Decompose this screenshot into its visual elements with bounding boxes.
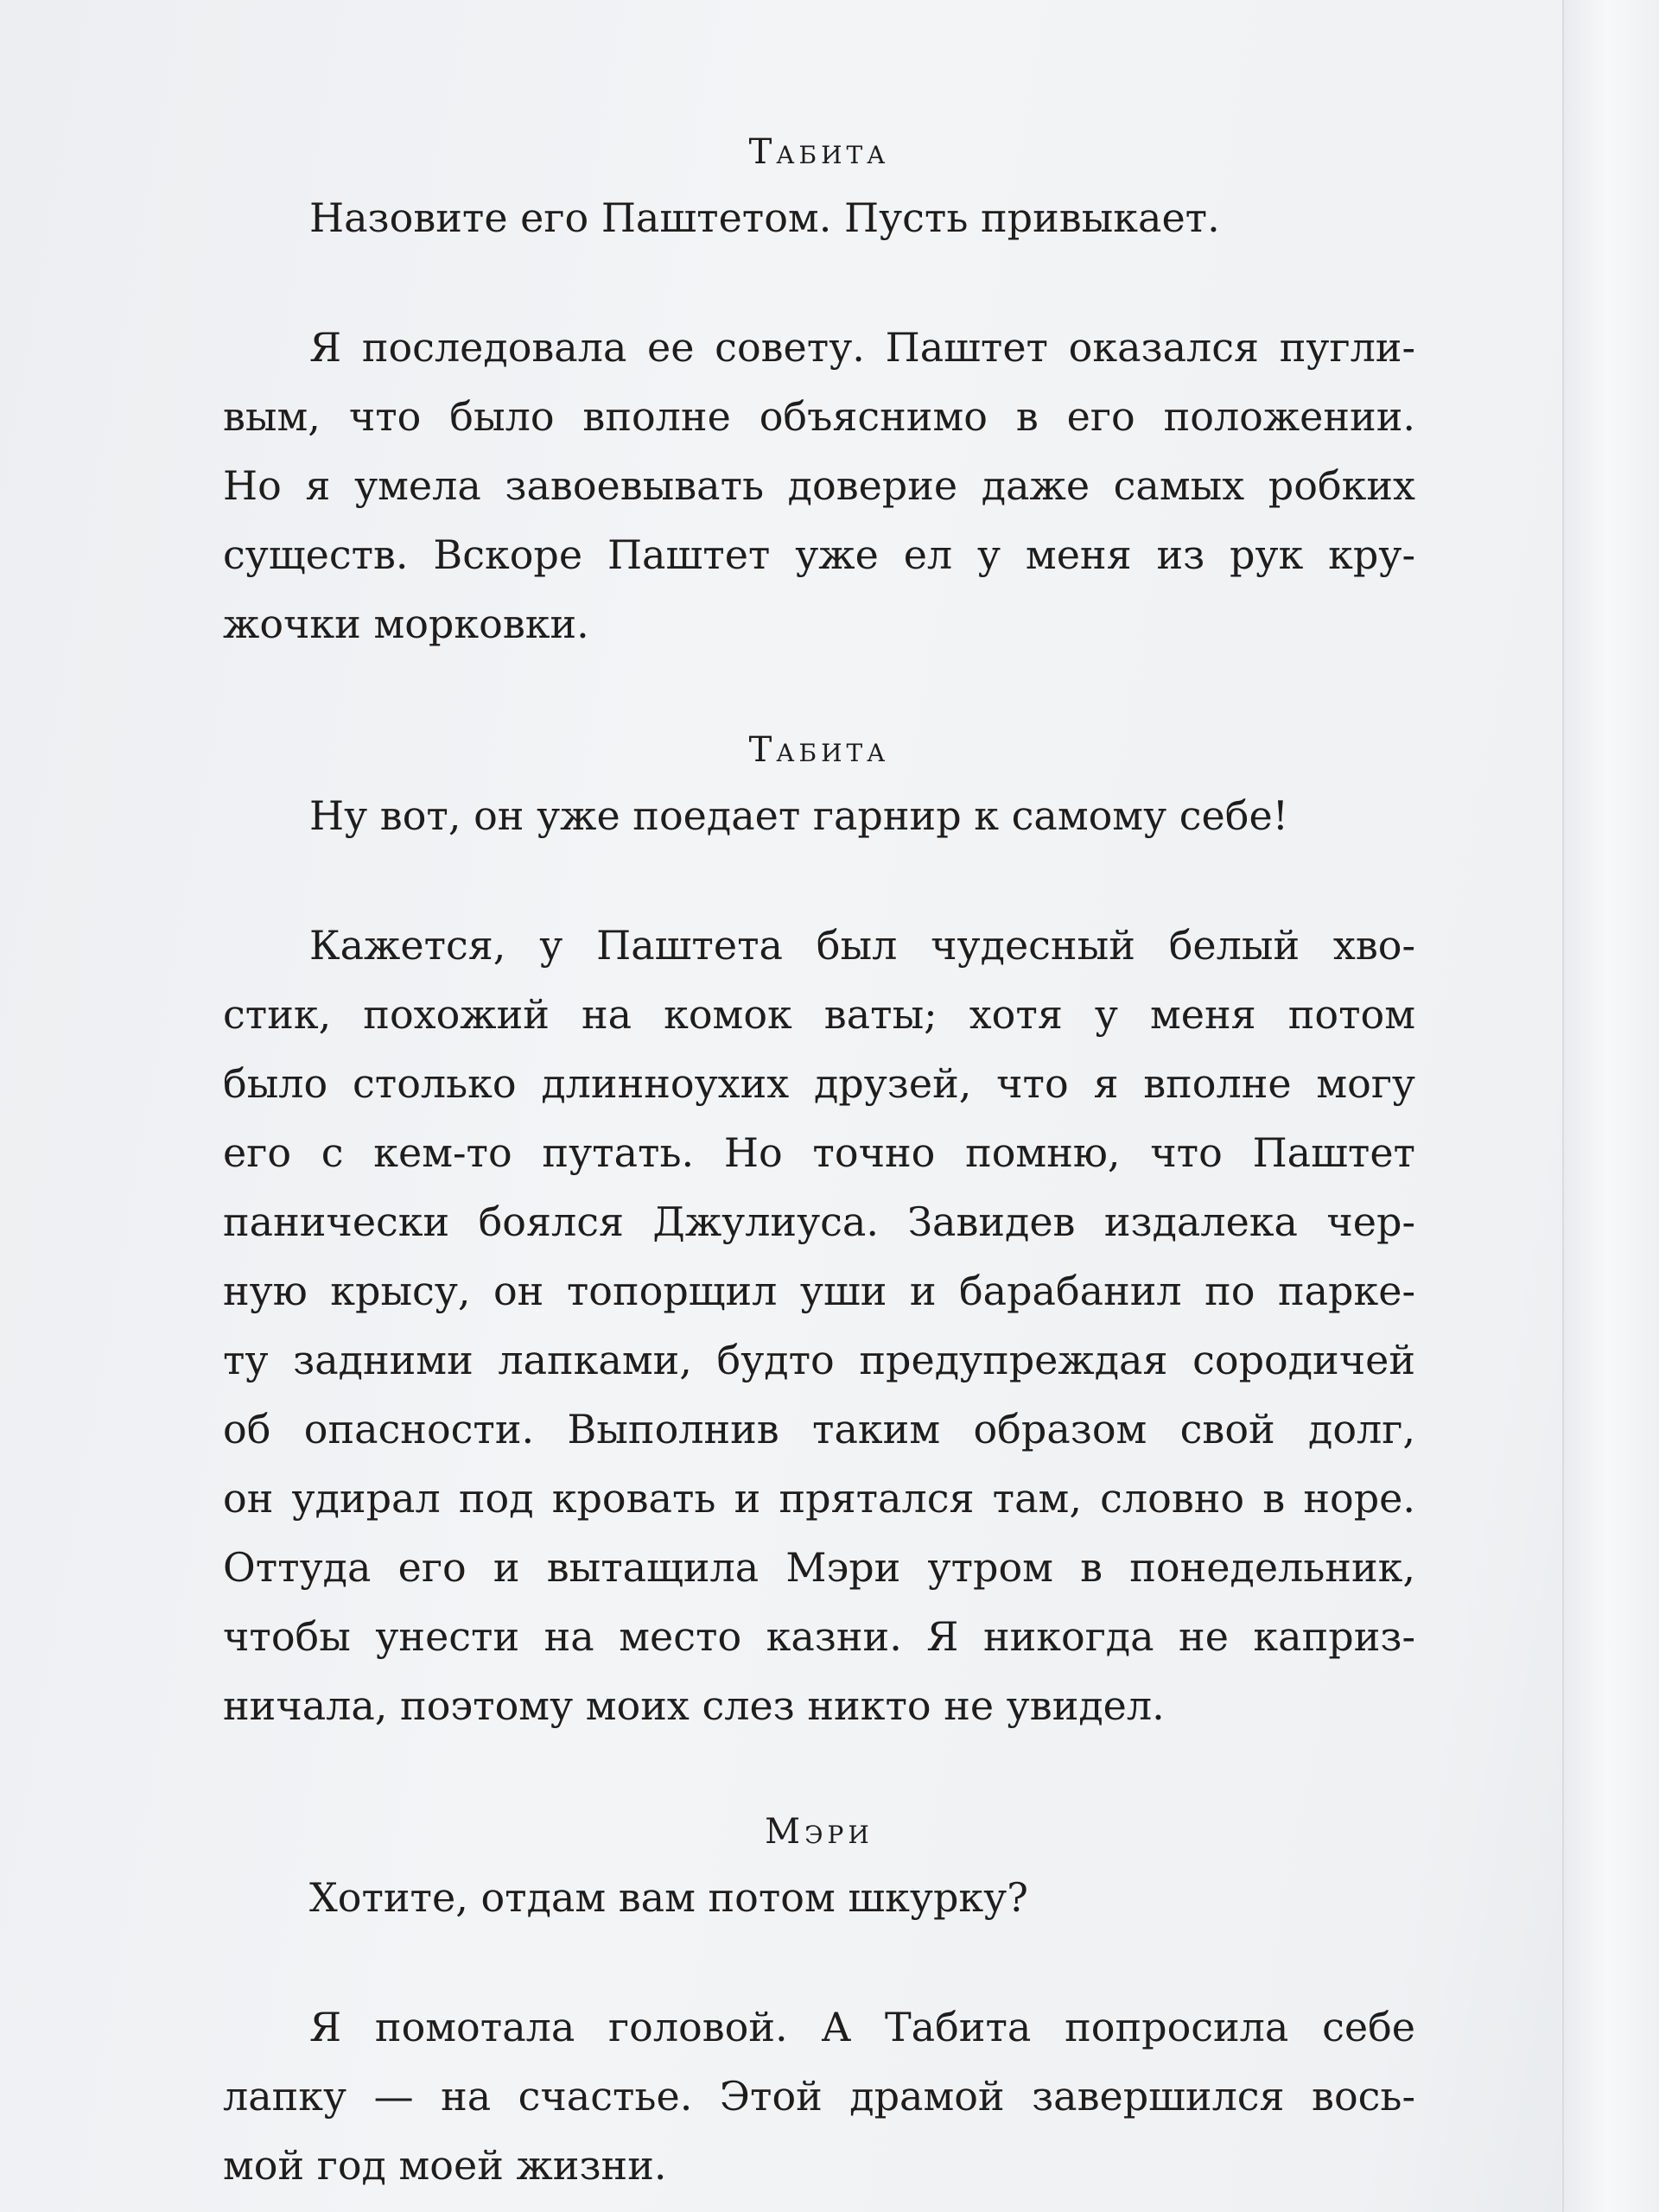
- text-line: жочки морковки.: [223, 601, 589, 647]
- text-line: ную крысу, он топорщил уши и барабанил по парке-: [223, 1268, 1415, 1314]
- speech-line: Ну вот, он уже поедает гарнир к самому себе!: [309, 792, 1289, 839]
- narrative-paragraph: [223, 911, 1415, 1740]
- narrative-paragraph: [223, 1993, 1415, 2200]
- text-line: Я помотала головой. А Табита попросила себе: [309, 2004, 1415, 2050]
- text-line: было столько длинноухих друзей, что я вполне могу: [223, 1060, 1415, 1107]
- text-line: чтобы унести на место казни. Я никогда не каприз-: [223, 1613, 1415, 1660]
- narrative-paragraph: [223, 313, 1415, 658]
- speech-line: Назовите его Паштетом. Пусть привыкает.: [309, 194, 1220, 241]
- text-line: ничала, поэтому моих слез никто не увидел.: [223, 1682, 1165, 1729]
- speaker-name: Мэри: [765, 1812, 874, 1852]
- text-line: Кажется, у Паштета был чудесный белый хво-: [309, 922, 1415, 969]
- text-line: вым, что было вполне объяснимо в его положении.: [223, 393, 1415, 440]
- text-line: его с кем-то путать. Но точно помню, что Паштет: [223, 1129, 1415, 1176]
- text-line: Оттуда его и вытащила Мэри утром в понедельник,: [223, 1544, 1415, 1591]
- text-line: существ. Вскоре Паштет уже ел у меня из рук кру-: [223, 531, 1415, 578]
- text-line: панически боялся Джулиуса. Завидев издалека чер-: [223, 1198, 1415, 1245]
- speaker-name: Табита: [748, 132, 890, 172]
- text-line: мой год моей жизни.: [223, 2142, 667, 2189]
- text-line: он удирал под кровать и прятался там, словно в норе.: [223, 1475, 1415, 1522]
- speech-line: Хотите, отдам вам потом шкурку?: [309, 1874, 1028, 1921]
- page-text: [223, 112, 1415, 2200]
- text-line: Я последовала ее совету. Паштет оказался пугли-: [309, 324, 1415, 371]
- text-line: лапку — на счастье. Этой драмой завершился вось-: [223, 2073, 1415, 2120]
- text-line: стик, похожий на комок ваты; хотя у меня потом: [223, 991, 1415, 1038]
- text-line: Но я умела завоевывать доверие даже самых робких: [223, 462, 1415, 509]
- speaker-name: Табита: [748, 730, 890, 770]
- text-line: ту задними лапками, будто предупреждая сородичей: [223, 1337, 1415, 1383]
- text-line: об опасности. Выполнив таким образом свой долг,: [223, 1406, 1415, 1452]
- next-page-edge: [1562, 0, 1659, 2212]
